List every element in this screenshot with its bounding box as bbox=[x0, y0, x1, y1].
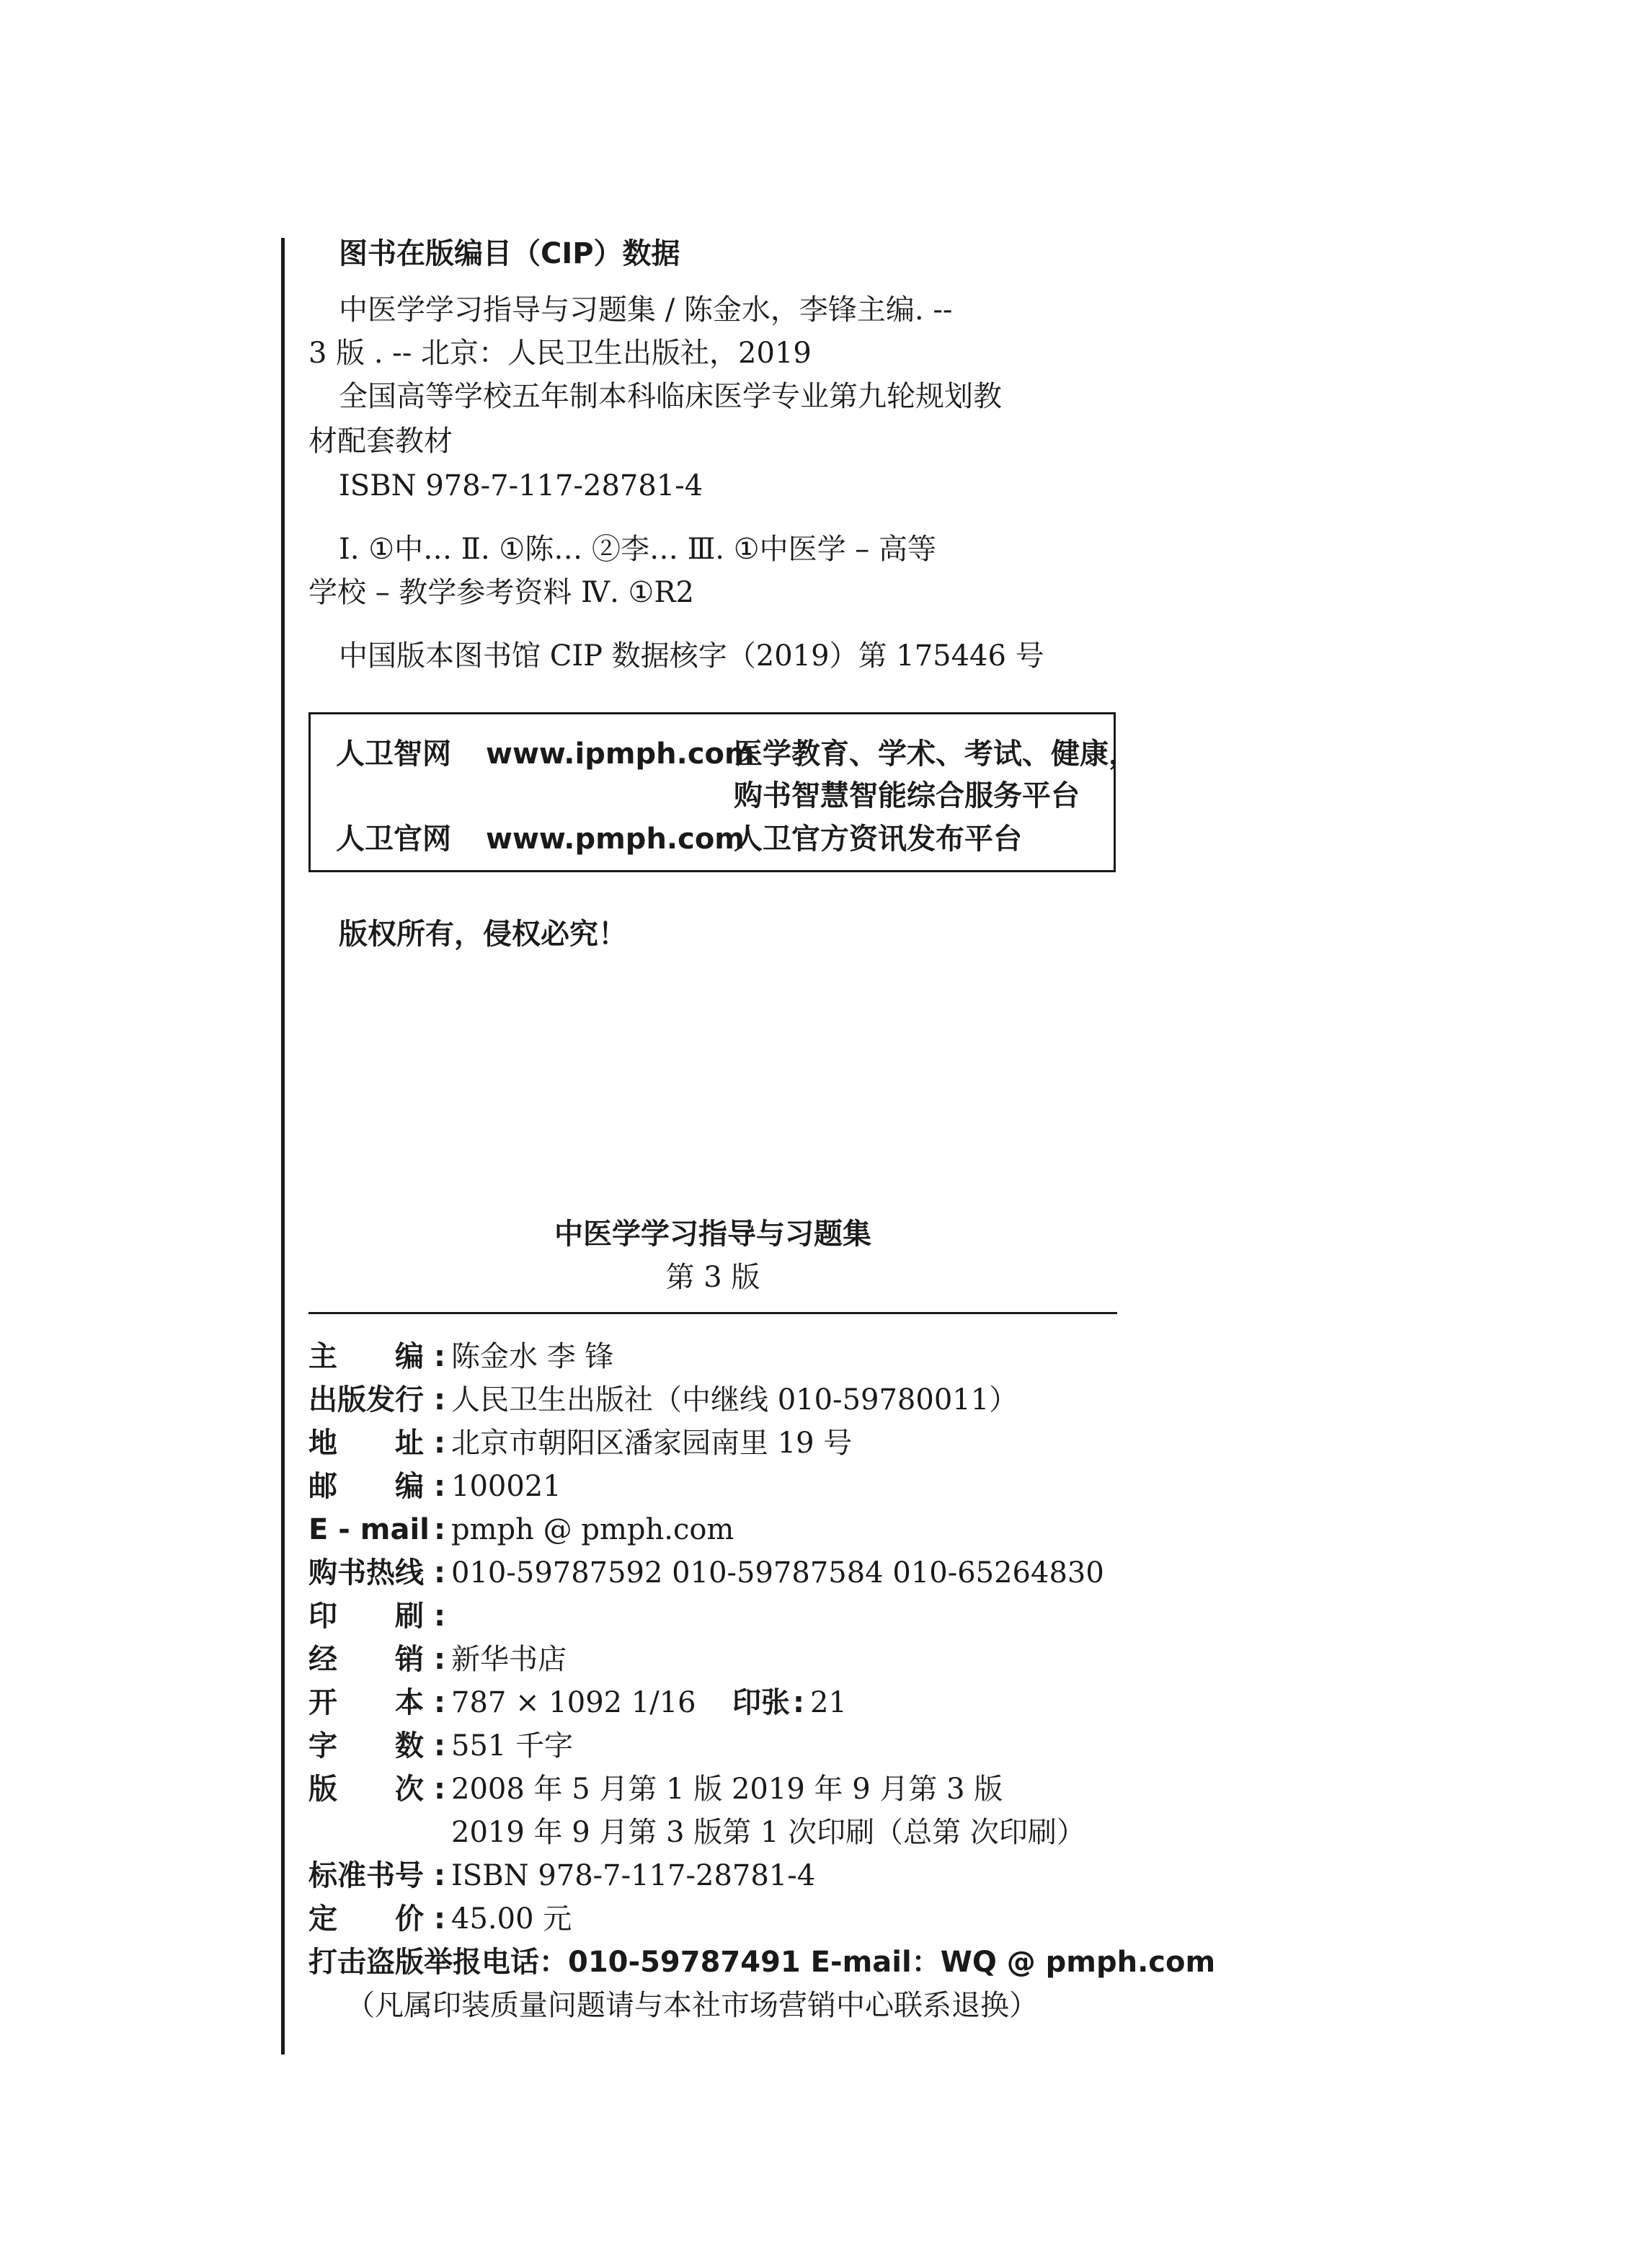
distributor-label-b: 销 bbox=[395, 1643, 424, 1676]
price-value: 45.00 元 bbox=[451, 1902, 572, 1936]
cip-line: 学校 – 教学参考资料 Ⅳ. ①R2 bbox=[308, 576, 694, 609]
wordcount-label-b: 数 bbox=[395, 1729, 424, 1763]
colon: : bbox=[434, 1340, 445, 1373]
colon: : bbox=[434, 1686, 445, 1719]
printer-label-a: 印 bbox=[308, 1600, 337, 1633]
colon: : bbox=[434, 1383, 445, 1417]
colon: : bbox=[434, 1470, 445, 1503]
edition-label-b: 次 bbox=[395, 1773, 424, 1806]
publisher-value: 人民卫生出版社（中继线 010-59780011） bbox=[451, 1383, 1018, 1417]
printing-value: 2019 年 9 月第 3 版第 1 次印刷（总第 次印刷） bbox=[451, 1816, 1085, 1849]
postcode-label-b: 编 bbox=[395, 1470, 424, 1503]
returns-note: （凡属印装质量问题请与本社市场营销中心联系退换） bbox=[346, 1989, 1038, 2022]
editor-value: 陈金水 李 锋 bbox=[451, 1340, 614, 1373]
book-title: 中医学学习指导与习题集 bbox=[554, 1218, 871, 1251]
price-label-b: 价 bbox=[395, 1902, 424, 1936]
site-url[interactable]: www.ipmph.com bbox=[486, 737, 755, 771]
editor-label-a: 主 bbox=[308, 1340, 337, 1373]
colon: : bbox=[434, 1729, 445, 1763]
cip-line: 中国版本图书馆 CIP 数据核字（2019）第 175446 号 bbox=[339, 639, 1044, 673]
cip-line: 材配套教材 bbox=[308, 425, 453, 458]
colon: : bbox=[434, 1773, 445, 1806]
address-label-a: 地 bbox=[308, 1427, 337, 1460]
colon: : bbox=[793, 1686, 804, 1719]
site-url[interactable]: www.pmph.com bbox=[486, 823, 745, 856]
site-name: 人卫智网 bbox=[336, 737, 451, 771]
cip-line: Ⅰ. ①中… Ⅱ. ①陈… ②李… Ⅲ. ①中医学 – 高等 bbox=[339, 533, 937, 566]
hotline-label: 购书热线 bbox=[308, 1556, 424, 1590]
site-description: 购书智慧智能综合服务平台 bbox=[734, 779, 1080, 812]
email-value[interactable]: pmph @ pmph.com bbox=[451, 1513, 734, 1546]
format-value: 787 × 1092 1/16 bbox=[451, 1686, 696, 1719]
editor-label-b: 编 bbox=[395, 1340, 424, 1373]
cip-line: 全国高等学校五年制本科临床医学专业第九轮规划教 bbox=[339, 380, 1002, 413]
wordcount-value: 551 千字 bbox=[451, 1729, 574, 1763]
wordcount-label-a: 字 bbox=[308, 1729, 337, 1763]
hotline-value: 010-59787592 010-59787584 010-65264830 bbox=[451, 1556, 1104, 1590]
book-edition: 第 3 版 bbox=[665, 1261, 760, 1294]
cip-line: 中医学学习指导与习题集 / 陈金水，李锋主编. -- bbox=[339, 293, 953, 327]
site-description: 医学教育、学术、考试、健康， bbox=[734, 737, 1137, 771]
cip-heading: 图书在版编目（CIP）数据 bbox=[339, 237, 680, 270]
cip-line: 3 版 . -- 北京：人民卫生出版社，2019 bbox=[308, 337, 812, 370]
colon: : bbox=[434, 1556, 445, 1590]
cip-line: ISBN 978-7-117-28781-4 bbox=[339, 469, 703, 502]
edition-value: 2008 年 5 月第 1 版 2019 年 9 月第 3 版 bbox=[451, 1773, 1003, 1806]
title-rule bbox=[308, 1312, 1117, 1314]
copyright-notice: 版权所有，侵权必究！ bbox=[339, 918, 627, 951]
printer-label-b: 刷 bbox=[395, 1600, 424, 1633]
site-description: 人卫官方资讯发布平台 bbox=[734, 823, 1022, 856]
publisher-label: 出版发行 bbox=[308, 1383, 424, 1417]
colon: : bbox=[434, 1513, 445, 1546]
site-name: 人卫官网 bbox=[336, 823, 451, 856]
postcode-value: 100021 bbox=[451, 1470, 561, 1503]
format-label-b: 本 bbox=[395, 1686, 424, 1719]
distributor-label-a: 经 bbox=[308, 1643, 337, 1676]
sheets-value: 21 bbox=[810, 1686, 847, 1719]
colon: : bbox=[434, 1643, 445, 1676]
address-value: 北京市朝阳区潘家园南里 19 号 bbox=[451, 1427, 853, 1460]
left-margin-rule bbox=[281, 238, 285, 2055]
colon: : bbox=[434, 1427, 445, 1460]
price-label-a: 定 bbox=[308, 1902, 337, 1936]
piracy-report-line: 打击盗版举报电话：010-59787491 E-mail：WQ @ pmph.com bbox=[308, 1946, 1216, 1979]
isbn-label: 标准书号 bbox=[308, 1859, 424, 1892]
format-label-a: 开 bbox=[308, 1686, 337, 1719]
colon: : bbox=[434, 1859, 445, 1892]
distributor-value: 新华书店 bbox=[451, 1643, 567, 1676]
isbn-value: ISBN 978-7-117-28781-4 bbox=[451, 1859, 816, 1892]
address-label-b: 址 bbox=[395, 1427, 424, 1460]
email-label: E - mail bbox=[308, 1513, 430, 1546]
colon: : bbox=[434, 1902, 445, 1936]
postcode-label-a: 邮 bbox=[308, 1470, 337, 1503]
colon: : bbox=[434, 1600, 445, 1633]
sheets-label: 印张 bbox=[732, 1686, 790, 1719]
edition-label-a: 版 bbox=[308, 1773, 337, 1806]
